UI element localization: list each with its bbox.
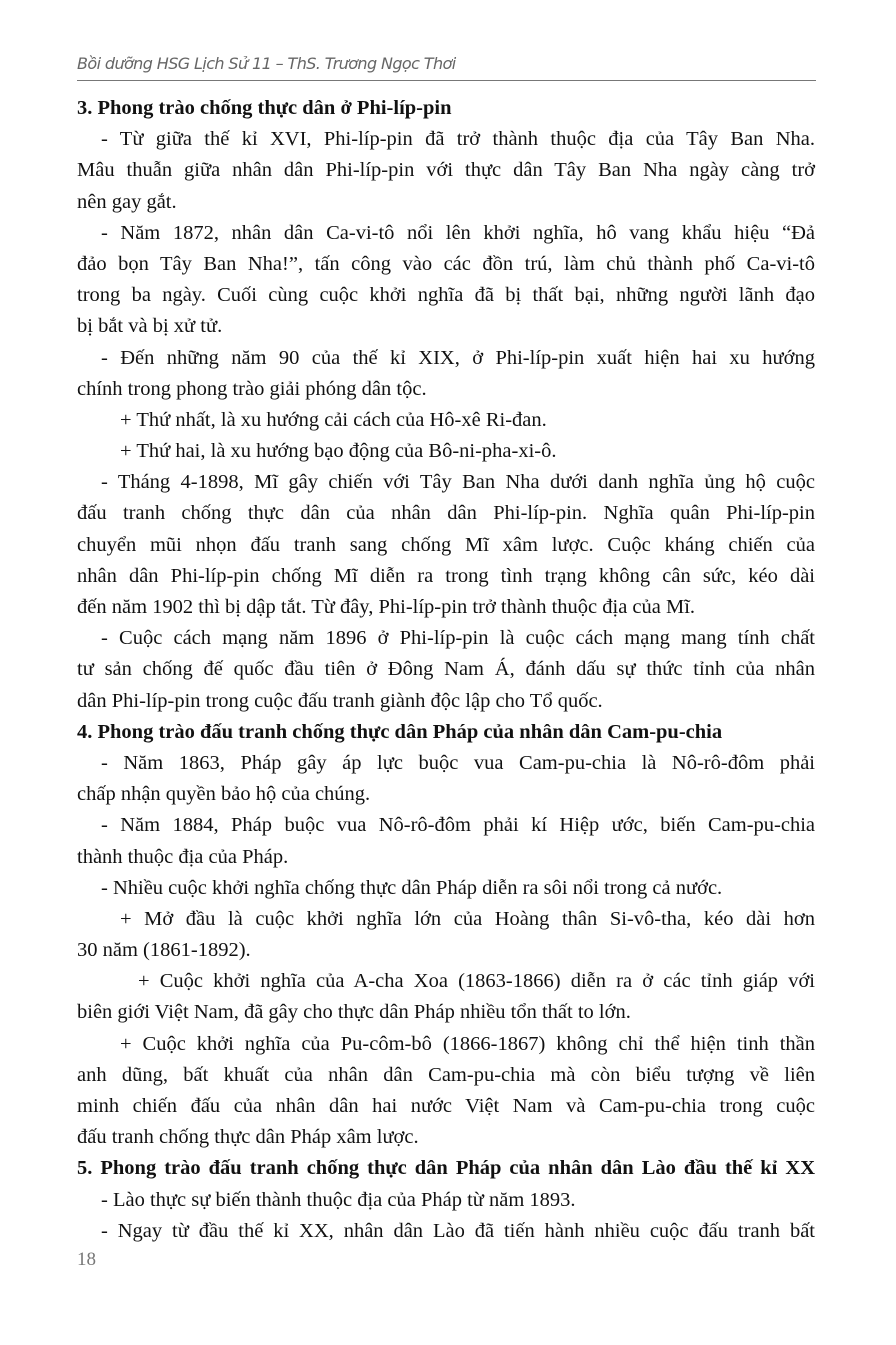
text-line: + Cuộc khởi nghĩa của A-cha Xoa (1863-1866) diễn ra ở các tỉnh giáp với xyxy=(138,970,815,993)
text-line: - Năm 1863, Pháp gây áp lực buộc vua Cam-pu-chia là Nô-rô-đôm phải xyxy=(101,751,815,774)
text-line: thành thuộc địa của Pháp. xyxy=(77,845,289,868)
text-line: trong ba ngày. Cuối cùng cuộc khởi nghĩa đã bị thất bại, những người lãnh đạo xyxy=(77,284,815,307)
text-line: + Thứ nhất, là xu hướng cải cách của Hô-xê Ri-đan. xyxy=(120,408,547,431)
text-line: 30 năm (1861-1892). xyxy=(77,939,251,962)
text-line: chính trong phong trào giải phóng dân tộc. xyxy=(77,377,427,400)
text-line: - Năm 1872, nhân dân Ca-vi-tô nổi lên khởi nghĩa, hô vang khẩu hiệu “Đả xyxy=(101,221,815,244)
header-divider xyxy=(77,80,816,81)
text-line: + Mở đầu là cuộc khởi nghĩa lớn của Hoàng thân Si-vô-tha, kéo dài hơn xyxy=(120,907,815,930)
text-line: - Từ giữa thế kỉ XVI, Phi-líp-pin đã trở thành thuộc địa của Tây Ban Nha. xyxy=(101,128,815,151)
text-line: đảo bọn Tây Ban Nha!”, tấn công vào các đồn trú, làm chủ thành phố Ca-vi-tô xyxy=(77,252,815,275)
text-line: chuyển mũi nhọn đấu tranh sang chống Mĩ xâm lược. Cuộc kháng chiến của xyxy=(77,533,815,556)
text-line: nhân dân Phi-líp-pin chống Mĩ diễn ra trong tình trạng không cân sức, kéo dài xyxy=(77,564,815,587)
text-line: biên giới Việt Nam, đã gây cho thực dân Pháp nhiều tổn thất to lớn. xyxy=(77,1001,631,1024)
section-heading: 3. Phong trào chống thực dân ở Phi-líp-pin xyxy=(77,97,452,119)
running-header: Bồi dưỡng HSG Lịch Sử 11 – ThS. Trương Ngọc Thơi xyxy=(77,54,456,73)
text-line: bị bắt và bị xử tử. xyxy=(77,315,223,338)
text-line: - Năm 1884, Pháp buộc vua Nô-rô-đôm phải kí Hiệp ước, biến Cam-pu-chia xyxy=(101,814,815,837)
text-line: + Cuộc khởi nghĩa của Pu-côm-bô (1866-1867) không chỉ thể hiện tinh thần xyxy=(120,1032,815,1055)
section-heading: 5. Phong trào đấu tranh chống thực dân Pháp của nhân dân Lào đầu thế kỉ XX xyxy=(77,1157,815,1180)
text-line: đấu tranh chống thực dân của nhân dân Phi-líp-pin. Nghĩa quân Phi-líp-pin xyxy=(77,502,815,525)
text-line: - Đến những năm 90 của thế kỉ XIX, ở Phi-líp-pin xuất hiện hai xu hướng xyxy=(101,346,815,369)
text-line: tư sản chống đế quốc đầu tiên ở Đông Nam Á, đánh dấu sự thức tỉnh của nhân xyxy=(77,658,815,681)
text-line: + Thứ hai, là xu hướng bạo động của Bô-ni-pha-xi-ô. xyxy=(120,440,557,463)
text-line: - Lào thực sự biến thành thuộc địa của Pháp từ năm 1893. xyxy=(101,1188,576,1211)
text-line: Mâu thuẫn giữa nhân dân Phi-líp-pin với thực dân Tây Ban Nha ngày càng trở xyxy=(77,159,815,182)
text-line: minh chiến đấu của nhân dân hai nước Việt Nam và Cam-pu-chia trong cuộc xyxy=(77,1095,815,1117)
text-line: anh dũng, bất khuất của nhân dân Cam-pu-chia mà còn biểu tượng về liên xyxy=(77,1063,815,1086)
text-line: đấu tranh chống thực dân Pháp xâm lược. xyxy=(77,1126,419,1149)
text-line: dân Phi-líp-pin trong cuộc đấu tranh giành độc lập cho Tổ quốc. xyxy=(77,689,603,712)
text-line: - Ngay từ đầu thế kỉ XX, nhân dân Lào đã tiến hành nhiều cuộc đấu tranh bất xyxy=(101,1219,815,1242)
text-line: đến năm 1902 thì bị dập tắt. Từ đây, Phi-líp-pin trở thành thuộc địa của Mĩ. xyxy=(77,596,696,618)
section-heading: 4. Phong trào đấu tranh chống thực dân Pháp của nhân dân Cam-pu-chia xyxy=(77,720,723,743)
page-number: 18 xyxy=(77,1249,96,1270)
text-line: nên gay gắt. xyxy=(77,190,177,213)
text-line: - Cuộc cách mạng năm 1896 ở Phi-líp-pin là cuộc cách mạng mang tính chất xyxy=(101,627,815,650)
text-line: chấp nhận quyền bảo hộ của chúng. xyxy=(77,783,371,806)
page-body xyxy=(77,93,815,1247)
text-line: - Tháng 4-1898, Mĩ gây chiến với Tây Ban Nha dưới danh nghĩa ủng hộ cuộc xyxy=(101,471,815,494)
text-line: - Nhiều cuộc khởi nghĩa chống thực dân Pháp diễn ra sôi nổi trong cả nước. xyxy=(101,876,723,899)
